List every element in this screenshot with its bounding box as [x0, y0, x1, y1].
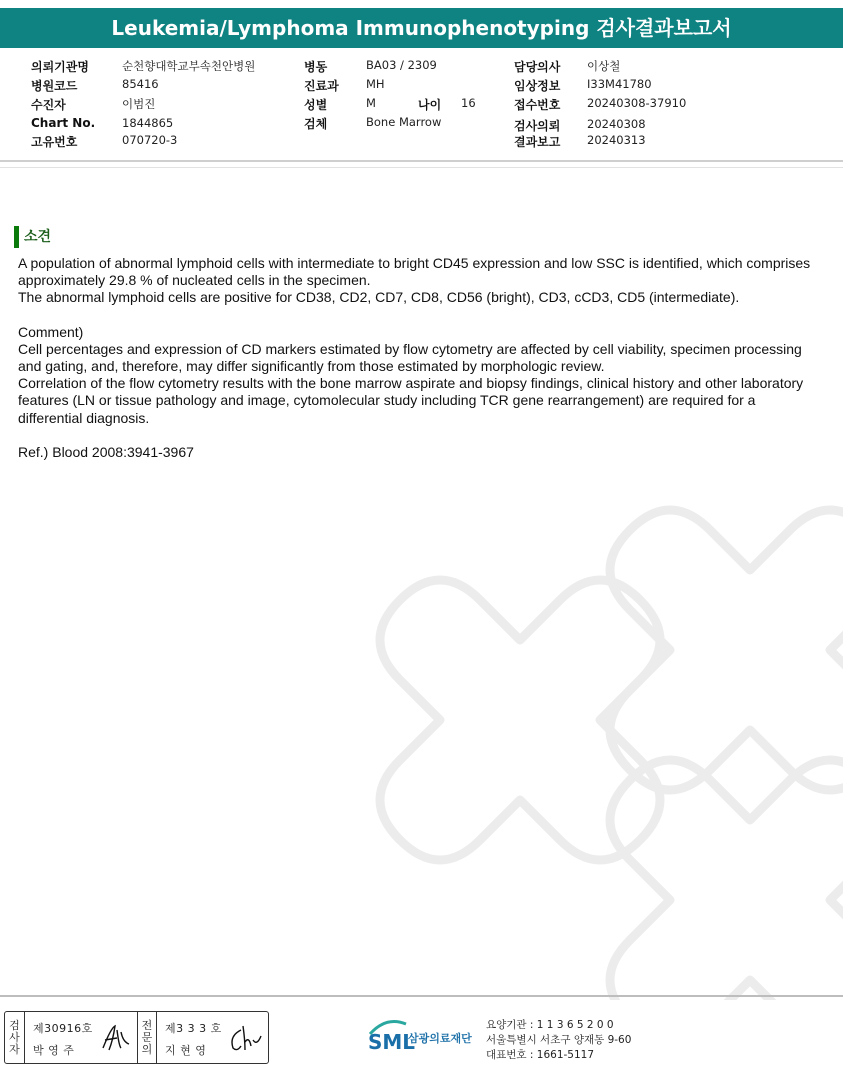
report-title: Leukemia/Lymphoma Immunophenotyping 검사결과보고서	[0, 8, 843, 48]
examiner-signature-icon	[99, 1022, 133, 1056]
info-label-age: 나이	[418, 98, 442, 112]
header-divider-thin	[0, 167, 843, 168]
info-value-specimen: Bone Marrow	[366, 115, 442, 129]
info-value-sex: M	[366, 96, 376, 110]
logo-text: SML	[368, 1030, 416, 1054]
examiner-license-no: 제30916호	[33, 1022, 93, 1035]
comment-paragraph-2: Correlation of the flow cytometry results with the bone marrow aspirate and biopsy findings, clinical history and other laboratory features (LN or tissue pathology and image, cytomolecular study including TCR gene rearrangement) are required for a differential diagnosis.	[18, 375, 804, 426]
info-label-specimen: 검체	[304, 117, 328, 131]
signature-box	[4, 1011, 269, 1064]
info-label-patient: 수진자	[31, 98, 66, 112]
findings-paragraph-2: The abnormal lymphoid cells are positive for CD38, CD2, CD7, CD8, CD56 (bright), CD3, cCD3, CD5 (intermediate).	[18, 289, 740, 306]
info-label-hospital-code: 병원코드	[31, 79, 78, 93]
info-label-sex: 성별	[304, 98, 328, 112]
findings-body	[18, 255, 818, 461]
examiner-name: 박 영 주	[33, 1044, 75, 1057]
info-value-ward: BA03 / 2309	[366, 58, 437, 72]
info-value-request-date: 20240308	[587, 117, 646, 131]
info-value-hospital-code: 85416	[122, 77, 159, 91]
info-label-report-date: 결과보고	[514, 135, 561, 149]
info-value-age: 16	[461, 96, 476, 110]
info-value-department: MH	[366, 77, 385, 91]
reviewer-license-no: 제3 3 3 호	[165, 1022, 222, 1035]
info-value-receipt-no: 20240308-37910	[587, 96, 687, 110]
info-label-request-date: 검사의뢰	[514, 119, 561, 133]
info-value-doctor: 이상철	[587, 59, 621, 73]
info-value-unique-no: 070720-3	[122, 133, 178, 147]
reviewer-label: 전 문 의	[137, 1012, 157, 1063]
info-value-report-date: 20240313	[587, 133, 646, 147]
reviewer-signature-icon	[227, 1022, 265, 1056]
cross-watermark-icon	[330, 450, 843, 1000]
info-label-institution: 의뢰기관명	[31, 60, 89, 74]
reviewer-name: 지 현 영	[165, 1044, 207, 1057]
info-label-clinical-info: 임상정보	[514, 79, 561, 93]
info-label-ward: 병동	[304, 60, 328, 74]
info-value-chart-no: 1844865	[122, 116, 174, 130]
info-value-clinical-info: I33M41780	[587, 77, 652, 91]
info-label-department: 진료과	[304, 79, 339, 93]
info-label-receipt-no: 접수번호	[514, 98, 561, 112]
org-name: 삼광의료재단	[408, 1032, 472, 1045]
comment-label: Comment)	[18, 323, 84, 340]
info-label-doctor: 담당의사	[514, 60, 561, 74]
contact-info	[486, 1018, 631, 1063]
reference: Ref.) Blood 2008:3941-3967	[18, 443, 194, 460]
info-value-institution: 순천향대학교부속천안병원	[122, 59, 256, 73]
info-value-patient: 이범진	[122, 97, 156, 111]
patient-info	[0, 54, 843, 154]
comment-paragraph-1: Cell percentages and expression of CD markers estimated by flow cytometry are affected by cell viability, specimen processing and gating, and, therefore, may differ significantly from those estimated by morphologic review.	[18, 340, 802, 375]
findings-heading: 소견	[14, 226, 51, 248]
examiner-label: 검 사 자	[5, 1012, 25, 1063]
phone: 대표번호 : 1661-5117	[486, 1049, 595, 1061]
footer-divider	[0, 995, 843, 997]
info-label-unique-no: 고유번호	[31, 135, 78, 149]
info-label-chart-no: Chart No.	[31, 116, 96, 130]
findings-paragraph-1: A population of abnormal lymphoid cells with intermediate to bright CD45 expression and low SSC is identified, which comprises approximately 29.8 % of nucleated cells in the specimen.	[18, 255, 811, 289]
address: 서울특별시 서초구 양재동 9-60	[486, 1034, 632, 1046]
header-divider	[0, 160, 843, 162]
facility-code: 요양기관 : 1 1 3 6 5 2 0 0	[486, 1019, 614, 1031]
